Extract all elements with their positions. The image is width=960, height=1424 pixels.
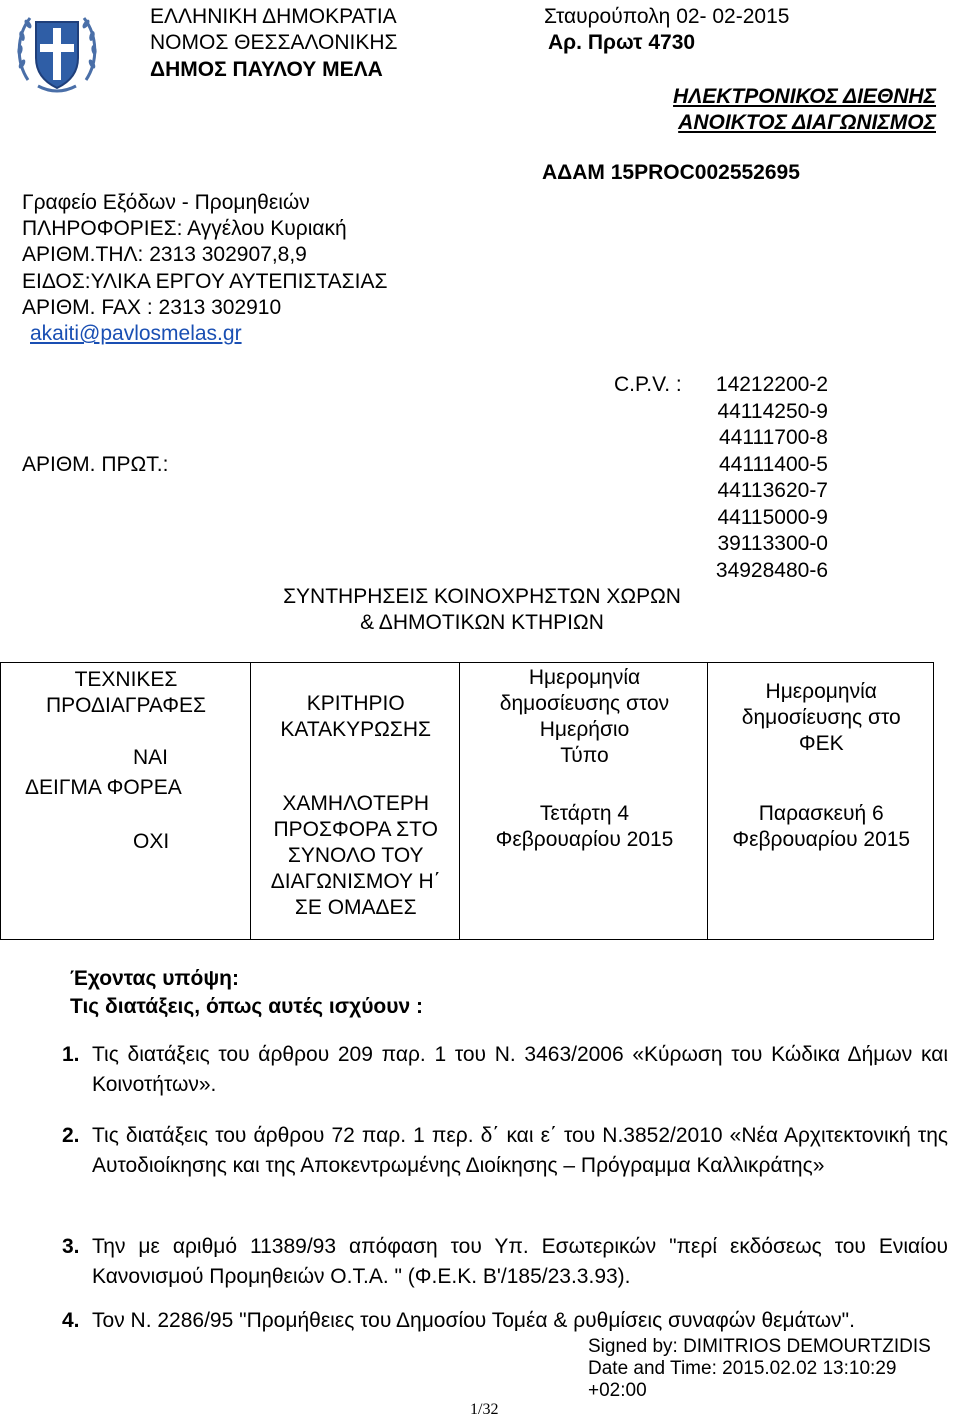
cpv-code: 34928480-6 xyxy=(715,559,828,582)
cpv-label: C.P.V. : xyxy=(614,373,682,396)
signature-date-time: Date and Time: 2015.02.02 13:10:29 xyxy=(588,1358,897,1379)
criterion-cell xyxy=(250,663,460,940)
criterion-value-line: ΣΕ ΟΜΑΔΕΣ xyxy=(294,896,417,919)
protocol-number: Αρ. Πρωτ 4730 xyxy=(548,31,696,54)
fek-value-line: Παρασκευή 6 xyxy=(758,802,884,825)
fek-value-line: Φεβρουαρίου 2015 xyxy=(732,828,911,851)
office-email-link[interactable]: akaiti@pavlosmelas.gr xyxy=(30,322,242,345)
office-fax: ΑΡΙΘΜ. FAX : 2313 302910 xyxy=(22,296,282,319)
specs-value: ΝΑΙ xyxy=(133,746,169,769)
fek-title-line: ΦΕΚ xyxy=(798,732,844,755)
fek-date-cell xyxy=(708,663,934,940)
cpv-code: 14212200-2 xyxy=(715,373,828,396)
list-item-text: Την με αριθμό 11389/93 απόφαση του Υπ. Εσωτερικών "περί εκδόσεως του Ενιαίου Κανονισμού Προμηθειών Ο.Τ.Α. " (Φ.Ε.Κ. Β'/185/23.3.93). xyxy=(92,1235,948,1288)
press-value-line: Φεβρουαρίου 2015 xyxy=(495,828,674,851)
page-number: 1/32 xyxy=(470,1401,499,1418)
specs-cell xyxy=(1,663,251,940)
tender-type-line1: ΗΛΕΚΤΡΟΝΙΚΟΣ ΔΙΕΘΝΗΣ xyxy=(673,85,936,108)
office-type: ΕΙΔΟΣ:ΥΛΙΚΑ ΕΡΓΟΥ ΑΥΤΕΠΙΣΤΑΣΙΑΣ xyxy=(22,270,388,293)
adam-code: ΑΔΑΜ 15PROC002552695 xyxy=(542,161,800,184)
press-title-line: δημοσίευσης στον xyxy=(499,692,670,715)
press-title-line: Τύπο xyxy=(560,744,609,767)
list-item-text: Τις διατάξεις του άρθρου 209 παρ. 1 του Ν. 3463/2006 «Κύρωση του Κώδικα Δήμων και Κοινοτήτων». xyxy=(92,1043,948,1096)
municipality-name: ΔΗΜΟΣ ΠΑΥΛΟΥ ΜΕΛΑ xyxy=(150,58,383,81)
press-date-cell xyxy=(460,663,708,940)
cpv-code: 44114250-9 xyxy=(717,400,828,423)
office-department: Γραφείο Εξόδων - Προμηθειών xyxy=(22,191,310,214)
specs-title-line1: ΤΕΧΝΙΚΕΣ xyxy=(74,668,178,691)
cpv-code: 44115000-9 xyxy=(717,506,828,529)
signature-signed-by: Signed by: DIMITRIOS DEMOURTZIDIS xyxy=(588,1336,931,1357)
specs-title-line2: ΠΡΟΔΙΑΓΡΑΦΕΣ xyxy=(45,694,207,717)
protocol-label: ΑΡΙΘΜ. ΠΡΩΤ.: xyxy=(22,453,169,476)
list-item-number: 2. xyxy=(62,1124,80,1147)
greek-republic-emblem xyxy=(8,2,106,100)
list-item-number: 4. xyxy=(62,1309,80,1332)
subject-line2: & ΔΗΜΟΤΙΚΩΝ ΚΤΗΡΙΩΝ xyxy=(360,611,604,634)
cpv-code: 44113620-7 xyxy=(717,479,828,502)
criterion-value-line: ΧΑΜΗΛΟΤΕΡΗ xyxy=(282,792,430,815)
criterion-title-line1: ΚΡΙΤΗΡΙΟ xyxy=(306,692,405,715)
emblem-icon xyxy=(8,2,106,100)
press-title-line: Ημερήσιο xyxy=(539,718,630,741)
cpv-code: 39113300-0 xyxy=(717,532,828,555)
press-value-line: Τετάρτη 4 xyxy=(539,802,630,825)
tender-type-line2: ΑΝΟΙΚΤΟΣ ΔΙΑΓΩΝΙΣΜΟΣ xyxy=(678,111,936,134)
tender-specs-table xyxy=(0,662,934,940)
office-phone: ΑΡΙΘΜ.ΤΗΛ: 2313 302907,8,9 xyxy=(22,243,307,266)
signature-timezone: +02:00 xyxy=(588,1380,647,1401)
list-item-number: 1. xyxy=(62,1043,80,1066)
subject-line1: ΣΥΝΤΗΡΗΣΕΙΣ ΚΟΙΝΟΧΡΗΣΤΩΝ ΧΩΡΩΝ xyxy=(283,585,681,608)
prefecture-name: ΝΟΜΟΣ ΘΕΣΣΑΛΟΝΙΚΗΣ xyxy=(150,31,398,54)
cpv-code: 44111400-5 xyxy=(719,453,828,476)
list-item-number: 3. xyxy=(62,1235,80,1258)
criterion-value-line: ΔΙΑΓΩΝΙΣΜΟΥ Η΄ xyxy=(270,870,441,893)
place-date: Σταυρούπολη 02- 02-2015 xyxy=(544,5,790,28)
criterion-value-line: ΠΡΟΣΦΟΡΑ ΣΤΟ xyxy=(273,818,438,841)
considering-subheading: Τις διατάξεις, όπως αυτές ισχύουν : xyxy=(70,995,423,1018)
fek-title-line: Ημερομηνία xyxy=(765,680,877,703)
sample-title: ΔΕΙΓΜΑ ΦΟΡΕΑ xyxy=(25,776,182,799)
criterion-value-line: ΣΥΝΟΛΟ ΤΟΥ xyxy=(287,844,424,867)
list-item-text: Τον Ν. 2286/95 "Προμήθειες του Δημοσίου Τομέα & ρυθμίσεις συναφών θεμάτων". xyxy=(92,1309,855,1332)
country-name: ΕΛΛΗΝΙΚΗ ΔΗΜΟΚΡΑΤΙΑ xyxy=(150,5,397,28)
office-info: ΠΛΗΡΟΦΟΡΙΕΣ: Αγγέλου Κυριακή xyxy=(22,217,347,240)
sample-value: ΟΧΙ xyxy=(133,830,170,853)
cpv-code: 44111700-8 xyxy=(719,426,828,449)
fek-title-line: δημοσίευσης στο xyxy=(741,706,901,729)
press-title-line: Ημερομηνία xyxy=(528,666,641,689)
list-item-text: Τις διατάξεις του άρθρου 72 παρ. 1 περ. δ΄ και ε΄ του Ν.3852/2010 «Νέα Αρχιτεκτονική της Αυτοδιοίκησης και της Αποκεντρωμένης Διοίκησης – Πρόγραμμα Καλλικράτης» xyxy=(92,1124,948,1177)
considering-heading: Έχοντας υπόψη: xyxy=(70,967,239,990)
criterion-title-line2: ΚΑΤΑΚΥΡΩΣΗΣ xyxy=(280,718,432,741)
